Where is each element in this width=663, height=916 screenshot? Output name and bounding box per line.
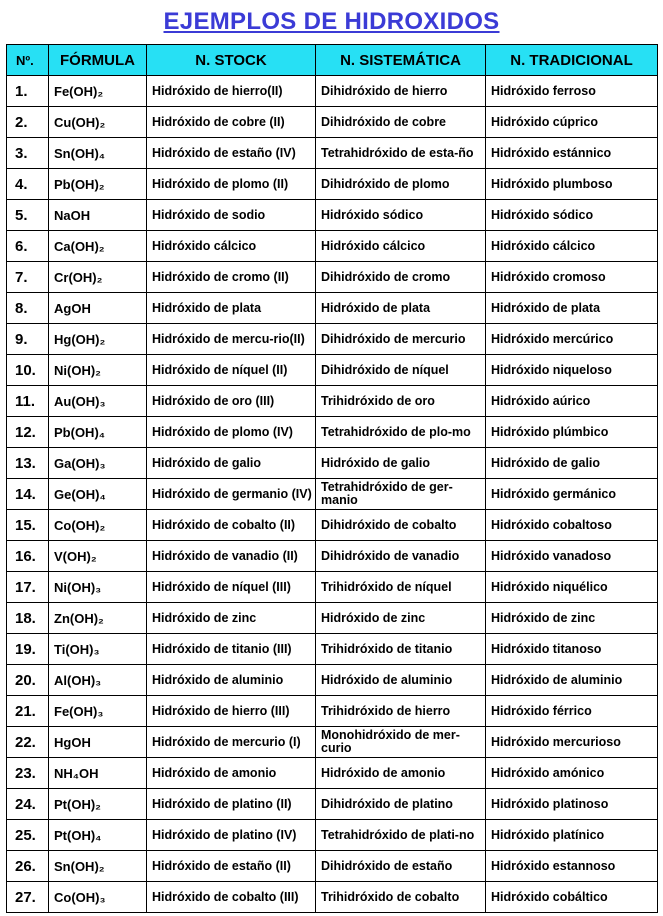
cell-sistematica: Hidróxido de aluminio (316, 665, 486, 696)
cell-num: 25. (7, 820, 49, 851)
cell-formula: Pb(OH)₄ (49, 417, 147, 448)
cell-num: 7. (7, 262, 49, 293)
cell-sistematica: Hidróxido cálcico (316, 231, 486, 262)
cell-formula: NaOH (49, 200, 147, 231)
header-tradicional: N. TRADICIONAL (486, 45, 658, 76)
cell-formula: Co(OH)₂ (49, 510, 147, 541)
cell-stock: Hidróxido de sodio (147, 200, 316, 231)
cell-sistematica: Tetrahidróxido de plo-mo (316, 417, 486, 448)
table-row (7, 789, 658, 820)
table-row (7, 200, 658, 231)
cell-sistematica: Trihidróxido de cobalto (316, 882, 486, 913)
cell-tradicional: Hidróxido plúmbico (486, 417, 658, 448)
cell-formula: Ni(OH)₂ (49, 355, 147, 386)
cell-tradicional: Hidróxido amónico (486, 758, 658, 789)
cell-stock: Hidróxido de zinc (147, 603, 316, 634)
cell-sistematica: Hidróxido sódico (316, 200, 486, 231)
cell-tradicional: Hidróxido plumboso (486, 169, 658, 200)
cell-sistematica: Dihidróxido de mercurio (316, 324, 486, 355)
cell-num: 19. (7, 634, 49, 665)
cell-sistematica: Dihidróxido de cobre (316, 107, 486, 138)
cell-sistematica: Tetrahidróxido de plati-no (316, 820, 486, 851)
table-row (7, 293, 658, 324)
cell-formula: Ge(OH)₄ (49, 479, 147, 510)
cell-sistematica: Dihidróxido de plomo (316, 169, 486, 200)
cell-stock: Hidróxido de oro (III) (147, 386, 316, 417)
cell-tradicional: Hidróxido de plata (486, 293, 658, 324)
cell-stock: Hidróxido de cromo (II) (147, 262, 316, 293)
table-row (7, 603, 658, 634)
cell-stock: Hidróxido de plata (147, 293, 316, 324)
cell-tradicional: Hidróxido platinoso (486, 789, 658, 820)
cell-tradicional: Hidróxido estannoso (486, 851, 658, 882)
cell-tradicional: Hidróxido cúprico (486, 107, 658, 138)
cell-stock: Hidróxido de galio (147, 448, 316, 479)
cell-stock: Hidróxido de amonio (147, 758, 316, 789)
cell-num: 16. (7, 541, 49, 572)
header-formula: FÓRMULA (49, 45, 147, 76)
cell-tradicional: Hidróxido sódico (486, 200, 658, 231)
cell-tradicional: Hidróxido cobaltoso (486, 510, 658, 541)
page-title: EJEMPLOS DE HIDROXIDOS (163, 8, 500, 35)
table-row (7, 696, 658, 727)
cell-tradicional: Hidróxido aúrico (486, 386, 658, 417)
cell-stock: Hidróxido de germanio (IV) (147, 479, 316, 510)
table-row (7, 479, 658, 510)
table-row (7, 107, 658, 138)
cell-num: 23. (7, 758, 49, 789)
cell-stock: Hidróxido de cobalto (II) (147, 510, 316, 541)
cell-stock: Hidróxido de plomo (IV) (147, 417, 316, 448)
cell-sistematica: Hidróxido de galio (316, 448, 486, 479)
table-row (7, 882, 658, 913)
cell-formula: Pt(OH)₄ (49, 820, 147, 851)
cell-sistematica: Hidróxido de amonio (316, 758, 486, 789)
cell-sistematica: Dihidróxido de níquel (316, 355, 486, 386)
cell-tradicional: Hidróxido mercurioso (486, 727, 658, 758)
cell-sistematica: Monohidróxido de mer-curio (316, 727, 486, 758)
cell-tradicional: Hidróxido de galio (486, 448, 658, 479)
cell-sistematica: Dihidróxido de hierro (316, 76, 486, 107)
cell-formula: Ti(OH)₃ (49, 634, 147, 665)
cell-stock: Hidróxido de titanio (III) (147, 634, 316, 665)
cell-num: 11. (7, 386, 49, 417)
table-row (7, 758, 658, 789)
cell-stock: Hidróxido de hierro (III) (147, 696, 316, 727)
cell-stock: Hidróxido de platino (II) (147, 789, 316, 820)
table-row (7, 448, 658, 479)
cell-tradicional: Hidróxido estánnico (486, 138, 658, 169)
cell-tradicional: Hidróxido de aluminio (486, 665, 658, 696)
cell-formula: V(OH)₂ (49, 541, 147, 572)
cell-sistematica: Tetrahidróxido de esta-ño (316, 138, 486, 169)
table-row (7, 541, 658, 572)
table-row (7, 510, 658, 541)
cell-num: 22. (7, 727, 49, 758)
cell-formula: Fe(OH)₂ (49, 76, 147, 107)
cell-formula: Zn(OH)₂ (49, 603, 147, 634)
cell-stock: Hidróxido de hierro(II) (147, 76, 316, 107)
cell-stock: Hidróxido de estaño (IV) (147, 138, 316, 169)
table-row (7, 262, 658, 293)
cell-tradicional: Hidróxido férrico (486, 696, 658, 727)
table-row (7, 231, 658, 262)
cell-tradicional: Hidróxido niqueloso (486, 355, 658, 386)
cell-stock: Hidróxido de níquel (II) (147, 355, 316, 386)
cell-formula: Cr(OH)₂ (49, 262, 147, 293)
cell-tradicional: Hidróxido ferroso (486, 76, 658, 107)
table-body (7, 76, 658, 913)
table-row (7, 169, 658, 200)
table-row (7, 386, 658, 417)
cell-formula: AgOH (49, 293, 147, 324)
cell-num: 3. (7, 138, 49, 169)
cell-formula: Al(OH)₃ (49, 665, 147, 696)
cell-formula: Hg(OH)₂ (49, 324, 147, 355)
cell-sistematica: Hidróxido de zinc (316, 603, 486, 634)
cell-tradicional: Hidróxido vanadoso (486, 541, 658, 572)
cell-formula: Fe(OH)₃ (49, 696, 147, 727)
cell-tradicional: Hidróxido cobáltico (486, 882, 658, 913)
cell-stock: Hidróxido cálcico (147, 231, 316, 262)
cell-sistematica: Dihidróxido de estaño (316, 851, 486, 882)
cell-sistematica: Dihidróxido de vanadio (316, 541, 486, 572)
cell-tradicional: Hidróxido niquélico (486, 572, 658, 603)
cell-formula: Ga(OH)₃ (49, 448, 147, 479)
cell-tradicional: Hidróxido platínico (486, 820, 658, 851)
cell-formula: Ni(OH)₃ (49, 572, 147, 603)
cell-num: 4. (7, 169, 49, 200)
header-sistematica: N. SISTEMÁTICA (316, 45, 486, 76)
cell-formula: Ca(OH)₂ (49, 231, 147, 262)
table-row (7, 324, 658, 355)
cell-stock: Hidróxido de mercu-rio(II) (147, 324, 316, 355)
cell-sistematica: Dihidróxido de cobalto (316, 510, 486, 541)
table-row (7, 634, 658, 665)
cell-num: 2. (7, 107, 49, 138)
cell-num: 9. (7, 324, 49, 355)
cell-num: 6. (7, 231, 49, 262)
cell-tradicional: Hidróxido germánico (486, 479, 658, 510)
cell-num: 26. (7, 851, 49, 882)
cell-stock: Hidróxido de níquel (III) (147, 572, 316, 603)
table-row (7, 851, 658, 882)
table-row (7, 417, 658, 448)
table-row (7, 138, 658, 169)
cell-formula: Cu(OH)₂ (49, 107, 147, 138)
cell-num: 8. (7, 293, 49, 324)
cell-sistematica: Trihidróxido de oro (316, 386, 486, 417)
cell-sistematica: Trihidróxido de titanio (316, 634, 486, 665)
cell-num: 12. (7, 417, 49, 448)
cell-num: 17. (7, 572, 49, 603)
table-row (7, 820, 658, 851)
table-row (7, 355, 658, 386)
cell-stock: Hidróxido de mercurio (I) (147, 727, 316, 758)
header-row (7, 45, 658, 76)
cell-num: 14. (7, 479, 49, 510)
cell-formula: NH₄OH (49, 758, 147, 789)
cell-stock: Hidróxido de vanadio (II) (147, 541, 316, 572)
cell-stock: Hidróxido de aluminio (147, 665, 316, 696)
cell-formula: HgOH (49, 727, 147, 758)
cell-sistematica: Dihidróxido de platino (316, 789, 486, 820)
cell-tradicional: Hidróxido titanoso (486, 634, 658, 665)
cell-sistematica: Dihidróxido de cromo (316, 262, 486, 293)
cell-tradicional: Hidróxido cromoso (486, 262, 658, 293)
cell-num: 1. (7, 76, 49, 107)
cell-formula: Pb(OH)₂ (49, 169, 147, 200)
cell-stock: Hidróxido de estaño (II) (147, 851, 316, 882)
cell-formula: Co(OH)₃ (49, 882, 147, 913)
cell-formula: Au(OH)₃ (49, 386, 147, 417)
cell-sistematica: Trihidróxido de hierro (316, 696, 486, 727)
cell-num: 27. (7, 882, 49, 913)
cell-formula: Pt(OH)₂ (49, 789, 147, 820)
cell-tradicional: Hidróxido cálcico (486, 231, 658, 262)
cell-num: 18. (7, 603, 49, 634)
table-row (7, 665, 658, 696)
header-num: Nº. (7, 45, 49, 76)
header-stock: N. STOCK (147, 45, 316, 76)
table-row (7, 572, 658, 603)
cell-stock: Hidróxido de cobalto (III) (147, 882, 316, 913)
cell-num: 21. (7, 696, 49, 727)
cell-formula: Sn(OH)₂ (49, 851, 147, 882)
hydroxides-table (6, 44, 658, 913)
cell-sistematica: Trihidróxido de níquel (316, 572, 486, 603)
cell-tradicional: Hidróxido de zinc (486, 603, 658, 634)
cell-num: 20. (7, 665, 49, 696)
cell-sistematica: Tetrahidróxido de ger-manio (316, 479, 486, 510)
cell-num: 15. (7, 510, 49, 541)
table-header (7, 45, 658, 76)
cell-num: 24. (7, 789, 49, 820)
cell-stock: Hidróxido de cobre (II) (147, 107, 316, 138)
table-row (7, 76, 658, 107)
table-row (7, 727, 658, 758)
cell-num: 10. (7, 355, 49, 386)
cell-sistematica: Hidróxido de plata (316, 293, 486, 324)
cell-stock: Hidróxido de plomo (II) (147, 169, 316, 200)
cell-num: 13. (7, 448, 49, 479)
cell-tradicional: Hidróxido mercúrico (486, 324, 658, 355)
cell-stock: Hidróxido de platino (IV) (147, 820, 316, 851)
cell-formula: Sn(OH)₄ (49, 138, 147, 169)
cell-num: 5. (7, 200, 49, 231)
